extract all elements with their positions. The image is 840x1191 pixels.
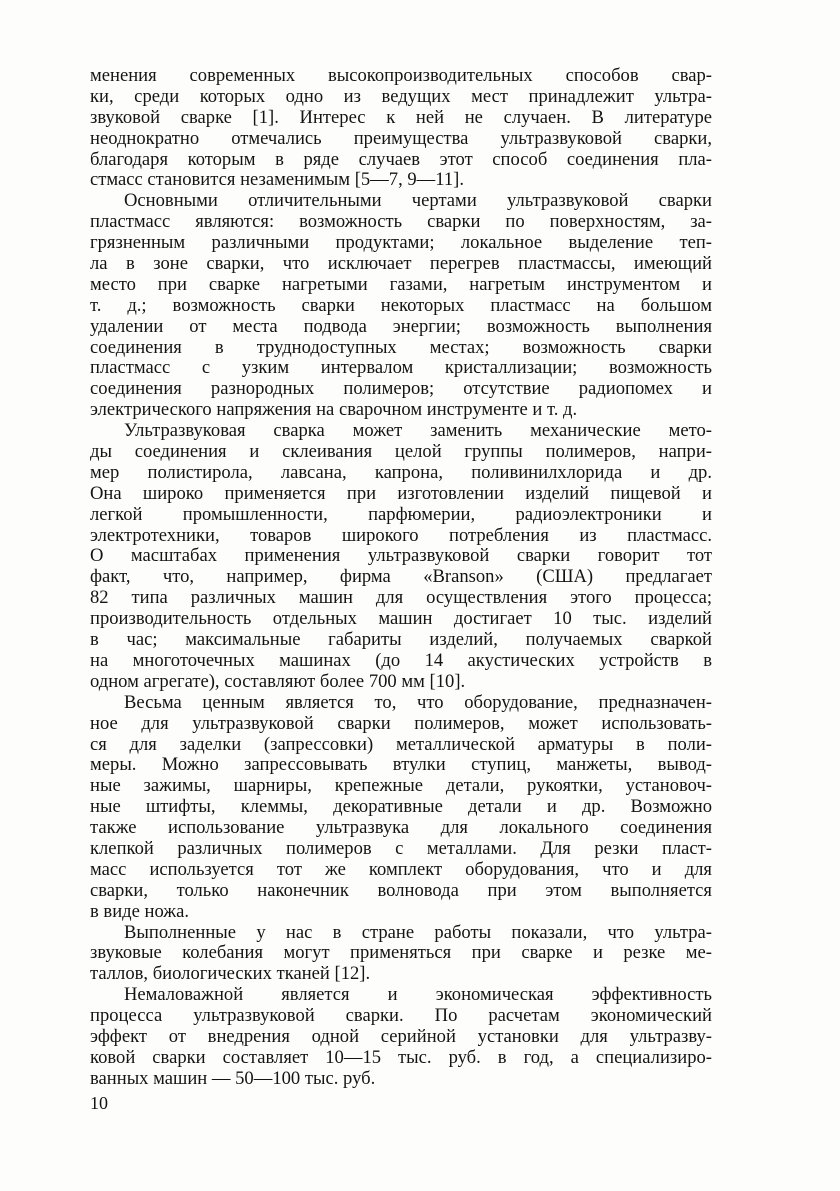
text-line: таллов, биологических тканей [12]. bbox=[90, 963, 371, 985]
text-line: ся для заделки (запрессовки) металлической арматуры в поли- bbox=[90, 733, 712, 755]
text-line: меры. Можно запрессовывать втулки ступиц, манжеты, вывод- bbox=[90, 754, 712, 776]
page-number: 10 bbox=[90, 1093, 108, 1113]
paragraph bbox=[90, 421, 712, 693]
text-line: мер полистирола, лавсана, капрона, поливинилхлорида и др. bbox=[90, 461, 712, 483]
text-line: удалении от места подвода энергии; возможность выполнения bbox=[90, 315, 712, 337]
text-line: ки, среди которых одно из ведущих мест принадлежит ультра- bbox=[90, 85, 712, 107]
paragraph bbox=[90, 923, 712, 986]
text-line: ды соединения и склеивания целой группы полимеров, напри- bbox=[90, 441, 712, 463]
text-line: клепкой различных полимеров с металлами. Для резки пласт- bbox=[90, 837, 712, 859]
paragraph bbox=[90, 191, 712, 421]
paragraph bbox=[90, 66, 712, 191]
text-line: в час; максимальные габариты изделий, получаемых сваркой bbox=[90, 629, 712, 651]
text-line: эффект от внедрения одной серийной установки для ультразву- bbox=[90, 1025, 712, 1047]
text-line: легкой промышленности, парфюмерии, радиоэлектроники и bbox=[90, 503, 712, 525]
paragraph bbox=[90, 985, 712, 1089]
text-line: грязненным различными продуктами; локальное выделение теп- bbox=[90, 232, 712, 254]
text-line: соединения разнородных полимеров; отсутствие радиопомех и bbox=[90, 378, 712, 400]
text-line: Выполненные у нас в стране работы показали, что ультра- bbox=[124, 921, 712, 943]
text-line: т. д.; возможность сварки некоторых пластмасс на большом bbox=[90, 294, 712, 316]
text-line: факт, что, например, фирма «Branson» (США) предлагает bbox=[90, 566, 712, 588]
text-line: неоднократно отмечались преимущества ультразвуковой сварки, bbox=[90, 127, 712, 149]
text-line: Немаловажной является и экономическая эффективность bbox=[124, 984, 712, 1006]
body-text bbox=[90, 66, 712, 1090]
text-line: ванных машин — 50—100 тыс. руб. bbox=[90, 1067, 376, 1089]
text-line: ла в зоне сварки, что исключает перегрев пластмассы, имеющий bbox=[90, 253, 712, 275]
text-line: менения современных высокопроизводительных способов свар- bbox=[90, 65, 712, 86]
text-line: электрического напряжения на сварочном инструменте и т. д. bbox=[90, 399, 578, 421]
text-line: сварки, только наконечник волновода при этом выполняется bbox=[90, 879, 712, 901]
text-line: ковой сварки составляет 10—15 тыс. руб. в год, а специализиро- bbox=[90, 1046, 712, 1068]
text-line: пластмасс с узким интервалом кристаллизации; возможность bbox=[90, 357, 712, 379]
text-line: Ультразвуковая сварка может заменить механические мето- bbox=[124, 420, 712, 442]
text-line: ные зажимы, шарниры, крепежные детали, рукоятки, установоч- bbox=[90, 775, 712, 797]
text-line: масс используется тот же комплект оборудования, что и для bbox=[90, 858, 712, 880]
text-line: звуковые колебания могут применяться при сварке и резке ме- bbox=[90, 942, 712, 964]
text-line: Весьма ценным является то, что оборудование, предназначен- bbox=[124, 691, 712, 713]
text-line: электротехники, товаров широкого потребления из пластмасс. bbox=[90, 524, 712, 546]
text-line: место при сварке нагретыми газами, нагретым инструментом и bbox=[90, 273, 712, 295]
text-line: благодаря которым в ряде случаев этот способ соединения пла- bbox=[90, 148, 712, 170]
text-line: стмасс становится незаменимым [5—7, 9—11]. bbox=[90, 169, 464, 191]
text-line: 82 типа различных машин для осуществления этого процесса; bbox=[90, 587, 712, 609]
paragraph bbox=[90, 693, 712, 923]
text-line: на многоточечных машинах (до 14 акустических устройств в bbox=[90, 649, 712, 671]
text-line: ные штифты, клеммы, декоративные детали и др. Возможно bbox=[90, 796, 712, 818]
text-line: ное для ультразвуковой сварки полимеров, может использовать- bbox=[90, 712, 712, 734]
text-line: одном агрегате), составляют более 700 мм [10]. bbox=[90, 670, 466, 692]
text-line: также использование ультразвука для локального соединения bbox=[90, 817, 712, 839]
text-line: О масштабах применения ультразвуковой сварки говорит тот bbox=[90, 545, 712, 567]
text-line: процесса ультразвуковой сварки. По расчетам экономический bbox=[90, 1005, 712, 1027]
text-line: производительность отдельных машин достигает 10 тыс. изделий bbox=[90, 608, 712, 630]
text-line: Основными отличительными чертами ультразвуковой сварки bbox=[124, 190, 712, 212]
text-line: звуковой сварке [1]. Интерес к ней не случаен. В литературе bbox=[90, 106, 712, 128]
text-line: Она широко применяется при изготовлении изделий пищевой и bbox=[90, 482, 712, 504]
text-line: соединения в труднодоступных местах; возможность сварки bbox=[90, 336, 712, 358]
text-line: пластмасс являются: возможность сварки по поверхностям, за- bbox=[90, 211, 712, 233]
text-line: в виде ножа. bbox=[90, 900, 190, 922]
